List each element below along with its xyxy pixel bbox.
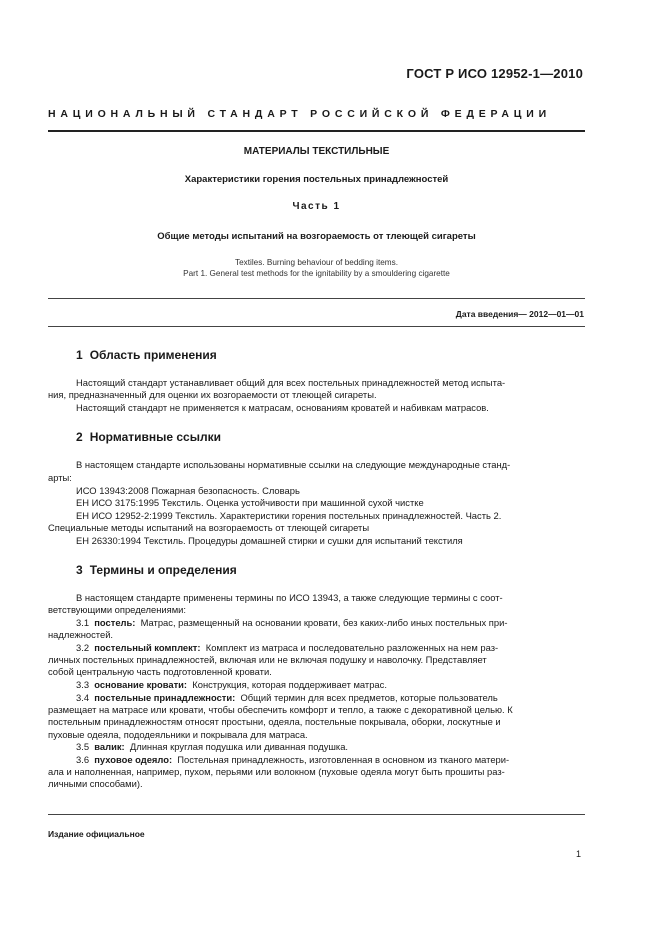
term-definition-continuation: ала и наполненная, например, пухом, перьями или волокном (пуховые одеяла могут быть прошиты раз- <box>48 766 505 777</box>
english-title-line-1: Textiles. Burning behaviour of bedding items. <box>235 258 398 267</box>
date-rule <box>48 326 585 327</box>
term-definition: Комплект из матраса и последовательно разложенных на нем раз- <box>205 642 499 653</box>
term-name: основание кровати: <box>94 679 188 690</box>
term-number: 3.6 <box>76 754 90 765</box>
term-definition: Общий термин для всех предметов, которые пользователь <box>240 692 498 703</box>
term-name: пуховое одеяло: <box>94 754 173 765</box>
footer-rule <box>48 814 585 815</box>
section-2-heading <box>76 430 221 444</box>
official-edition-label: Издание официальное <box>48 829 145 839</box>
term-definition-continuation: пуховые одеяла, пододеяльники и покрывала для матраса. <box>48 729 308 740</box>
reference-item: ИСО 13943:2008 Пожарная безопасность. Словарь <box>76 485 300 496</box>
term-number: 3.2 <box>76 642 90 653</box>
section-number: 1 <box>76 348 83 362</box>
paragraph-line: Настоящий стандарт не применяется к матрасам, основаниям кроватей и набивкам матрасов. <box>76 402 489 413</box>
paragraph-line: ветствующими определениями: <box>48 604 187 615</box>
national-standard-banner: НАЦИОНАЛЬНЫЙ СТАНДАРТ РОССИЙСКОЙ ФЕДЕРАЦИИ <box>48 108 551 120</box>
reference-item: ЕН ИСО 3175:1995 Текстиль. Оценка устойчивости при машинной сухой чистке <box>76 497 424 508</box>
standard-title: МАТЕРИАЛЫ ТЕКСТИЛЬНЫЕ <box>243 146 390 157</box>
term-name: валик: <box>94 741 125 752</box>
term-number: 3.1 <box>76 617 90 628</box>
section-number: 3 <box>76 563 83 577</box>
term-name: постельный комплект: <box>94 642 201 653</box>
section-title: Область применения <box>89 348 217 362</box>
term-3-1 <box>76 617 585 629</box>
term-definition-continuation: размещает на матрасе или кровати, чтобы обеспечить комфорт и тепло, а также с декоративной целью. К <box>48 704 513 715</box>
paragraph-line: В настоящем стандарте использованы нормативные ссылки на следующие международные станд- <box>76 459 511 470</box>
reference-item-continuation: Специальные методы испытаний на возгораемость от тлеющей сигареты <box>48 522 370 533</box>
reference-item: ЕН ИСО 12952-2:1999 Текстиль. Характеристики горения постельных принадлежностей. Часть 2. <box>76 510 502 521</box>
term-number: 3.3 <box>76 679 90 690</box>
section-number: 2 <box>76 430 83 444</box>
paragraph-line: Настоящий стандарт устанавливает общий для всех постельных принадлежностей метод испыта- <box>76 377 506 388</box>
term-3-6 <box>76 754 585 766</box>
term-3-5 <box>76 741 585 753</box>
part-label: Часть 1 <box>292 201 341 212</box>
term-definition-continuation: постельным принадлежностям относят простыни, одеяла, постельные покрывала, оборки, лоскутные и <box>48 716 501 727</box>
paragraph-line: арты: <box>48 472 72 483</box>
term-3-4 <box>76 692 585 704</box>
paragraph-line: ния, предназначенный для оценки их возгораемости от тлеющей сигареты. <box>48 389 377 400</box>
term-definition: Постельная принадлежность, изготовленная в основном из тканого матери- <box>177 754 510 765</box>
english-title-line-2: Part 1. General test methods for the ignitability by a smouldering cigarette <box>183 269 450 278</box>
introduction-date: Дата введения— 2012—01—01 <box>455 309 584 319</box>
section-title: Нормативные ссылки <box>89 430 221 444</box>
section-1-heading <box>76 348 217 362</box>
term-definition-continuation: надлежностей. <box>48 629 114 640</box>
part-title: Общие методы испытаний на возгораемость от тлеющей сигареты <box>157 231 476 242</box>
term-definition-continuation: собой центральную часть подготовленной кровати. <box>48 666 272 677</box>
term-3-3 <box>76 679 585 691</box>
header-rule <box>48 130 585 132</box>
term-definition: Длинная круглая подушка или диванная подушка. <box>129 741 349 752</box>
term-name: постельные принадлежности: <box>94 692 236 703</box>
section-3-heading <box>76 563 237 577</box>
reference-item: ЕН 26330:1994 Текстиль. Процедуры домашней стирки и сушки для испытаний текстиля <box>76 535 463 546</box>
term-definition: Конструкция, которая поддерживает матрас. <box>192 679 387 690</box>
title-rule <box>48 298 585 299</box>
term-name: постель: <box>94 617 136 628</box>
term-number: 3.5 <box>76 741 90 752</box>
term-definition-continuation: личными способами). <box>48 778 143 789</box>
section-title: Термины и определения <box>89 563 237 577</box>
document-code: ГОСТ Р ИСО 12952-1—2010 <box>406 66 583 81</box>
term-definition: Матрас, размещенный на основании кровати, без каких-либо иных постельных при- <box>140 617 508 628</box>
term-number: 3.4 <box>76 692 90 703</box>
term-definition-continuation: личных постельных принадлежностей, включая или не включая подушку и наволочку. Представляет <box>48 654 487 665</box>
standard-subtitle: Характеристики горения постельных принадлежностей <box>184 174 449 185</box>
term-3-2 <box>76 642 585 654</box>
page-number: 1 <box>575 849 581 859</box>
paragraph-line: В настоящем стандарте применены термины по ИСО 13943, а также следующие термины с соот- <box>76 592 503 603</box>
